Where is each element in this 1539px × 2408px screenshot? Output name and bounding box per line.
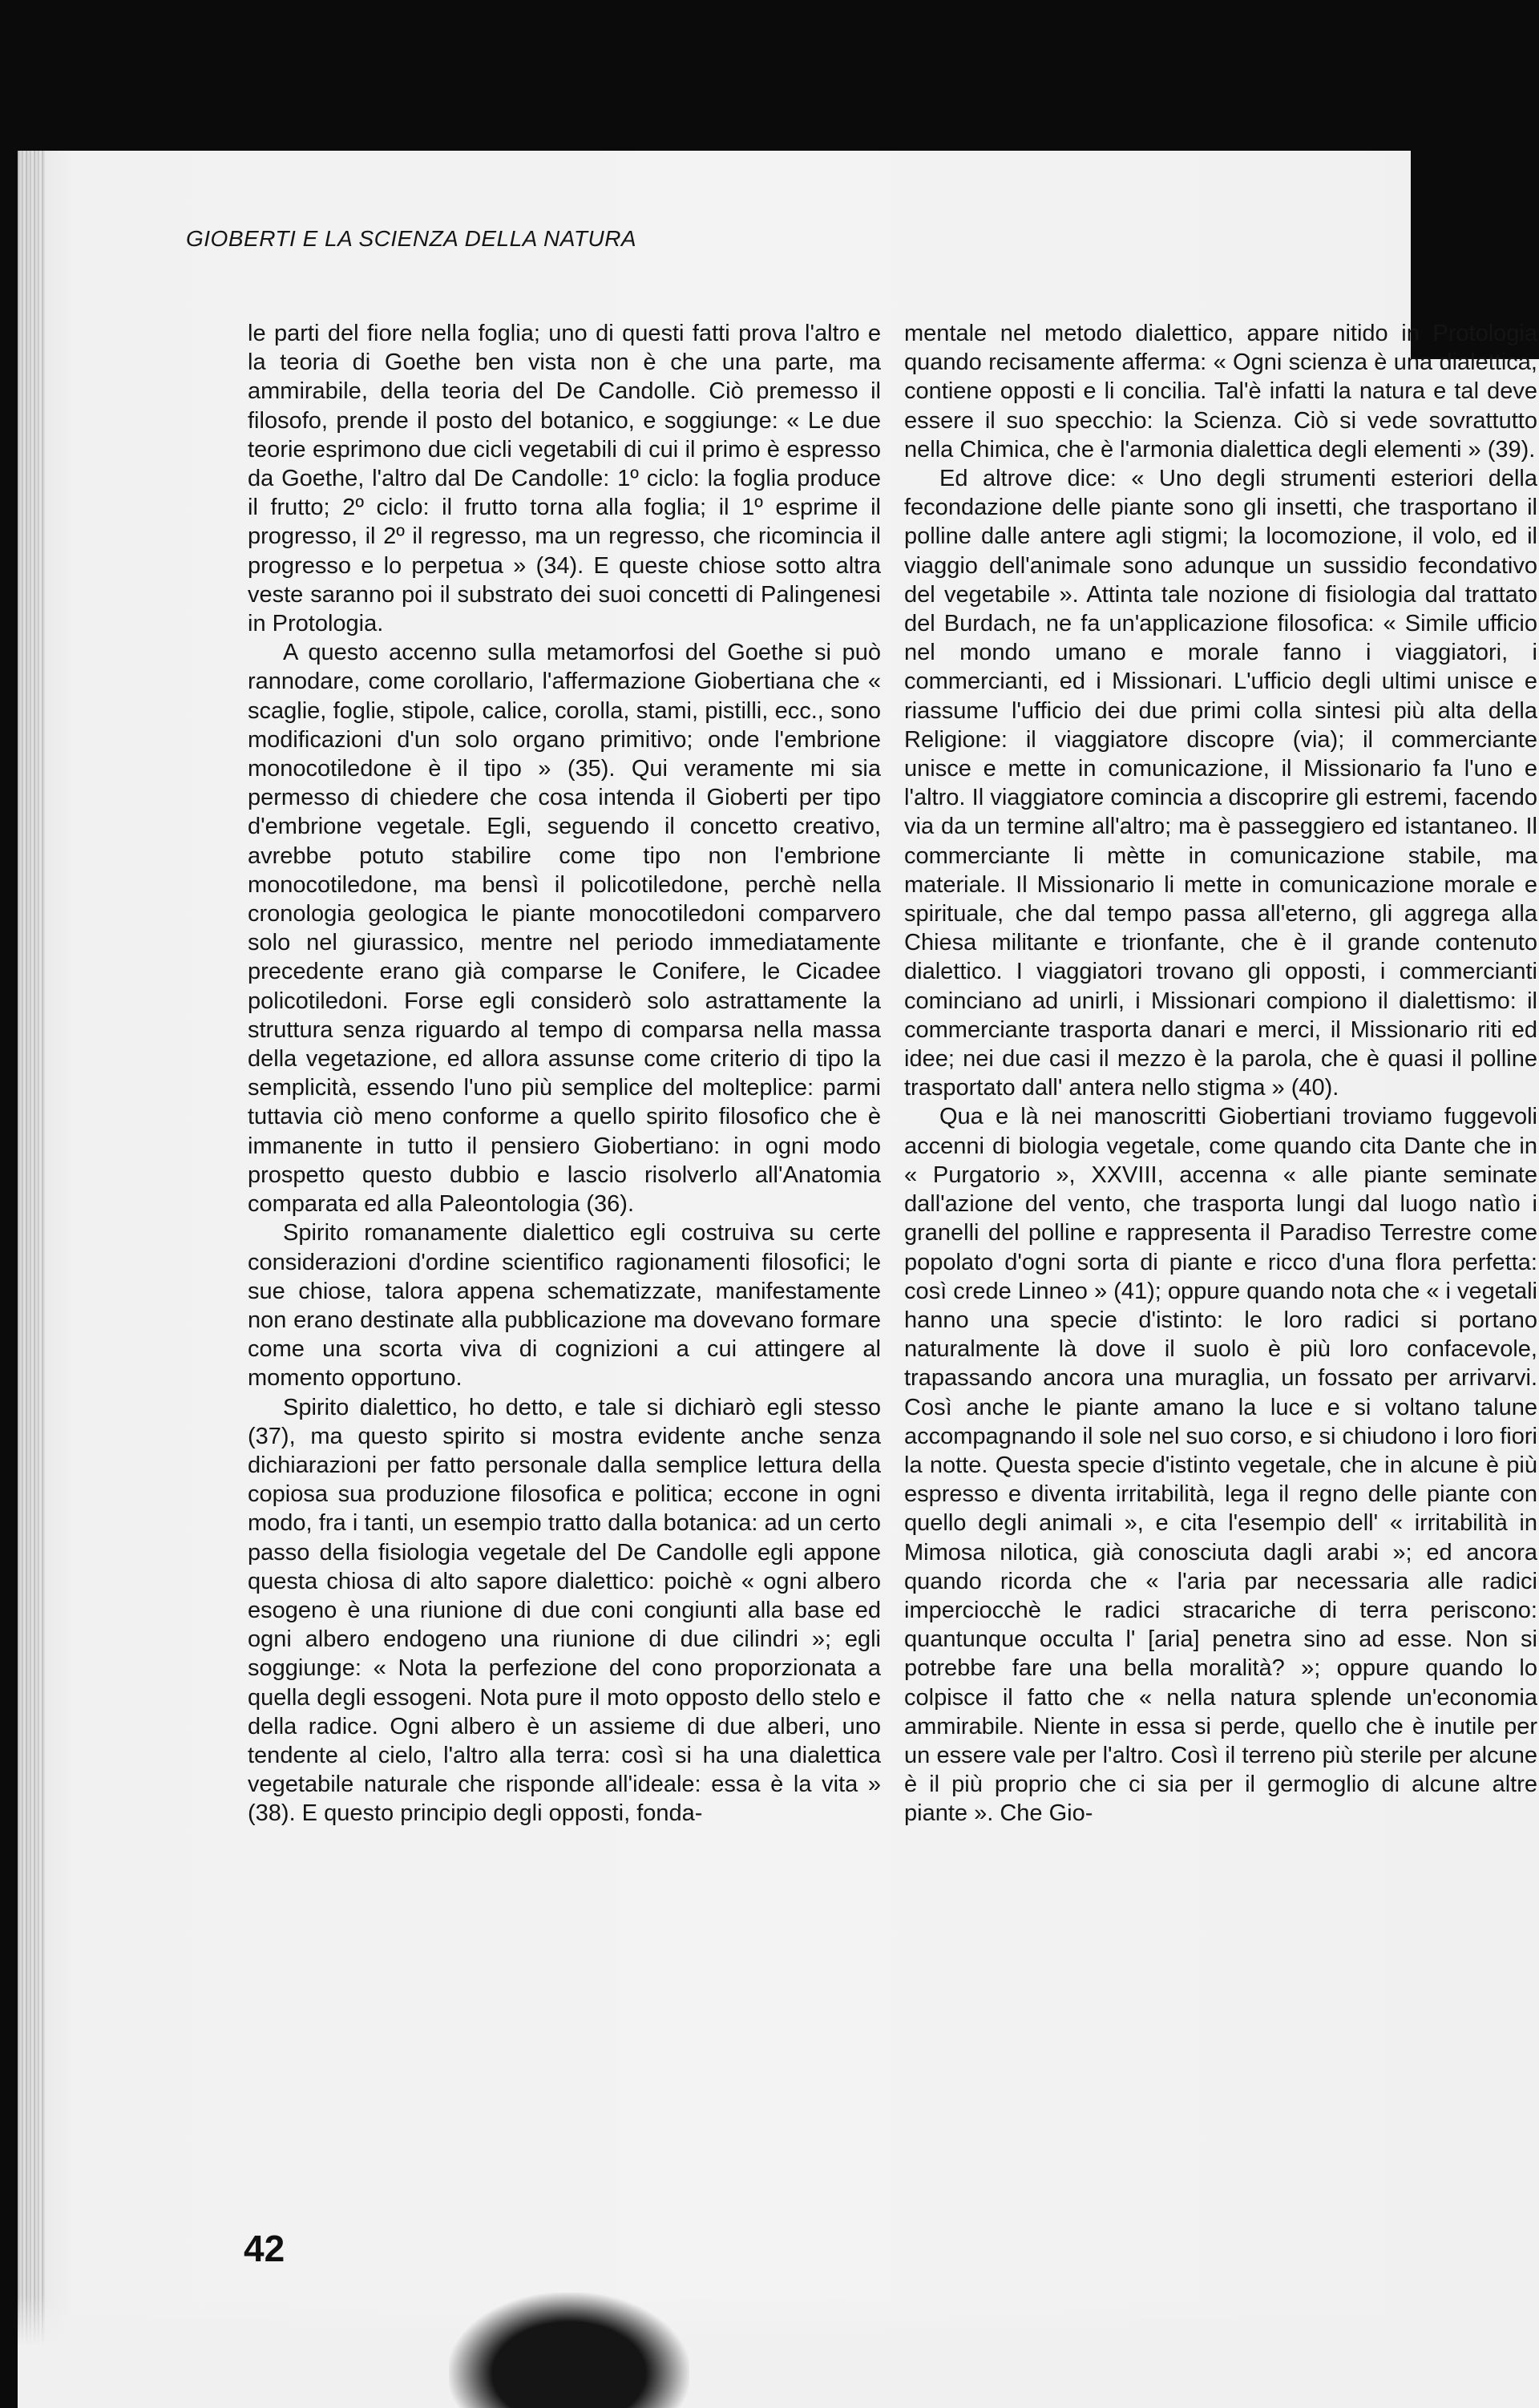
paragraph: Qua e là nei manoscritti Giobertiani troviamo fuggevoli accenni di biologia vegetale, come quando cita Dante che in « Purgatorio », XXVIII, accenna « alle piante seminate dall'azione del vento, che trasporta lungi dal luogo natìo i granelli del polline e rappresenta il Paradiso Terrestre come popolato d'ogni sorta di piante e ricco d'una flora perfetta: così crede Linneo » (41); oppure quando nota che « i vegetali hanno una specie d'istinto: le loro radici si portano naturalmente là dove il suolo è più loro confacevole, trapassando ancora una muraglia, un fossato per arrivarvi. Così anche le piante amano la luce e si voltano talune accompagnando il sole nel suo corso, e si chiudono i loro fiori la notte. Questa specie d'istinto vegetale, che in alcune è più espresso e diventa irritabilità, lega il regno delle piante con quello degli animali », e cita l'esempio dell' « irritabilità in Mimosa nilotica, già conosciuta dagli arabi »; ed ancora quando ricorda che « l'aria par necessaria alle radici imperciocchè le radici stracariche di terra periscono: quantunque occulta l' [aria] penetra sino ad esse. Non si potrebbe fare una bella moralità? »; oppure quando lo colpisce il fatto che « nella natura splende un'economia ammirabile. Niente in essa si perde, quello che è inutile per un essere vale per l'altro. Così il terreno più sterile per alcune è il più proprio che ci sia per il germoglio di alcune altre piante ». Che Gio- bbox=[904, 1104, 1537, 1827]
paragraph: le parti del fiore nella foglia; uno di questi fatti prova l'altro e la teoria di Goethe ben vista non è che una parte, ma ammirabile, della teoria del De Candolle. Ciò premesso il filosofo, prende il posto del botanico, e soggiunge: « Le due teorie esprimono due cicli vegetabili di cui il primo è espresso da Goethe, l'altro dal De Candolle: 1º ciclo: la foglia produce il frutto; 2º ciclo: il frutto torna alla foglia; il 1º esprime il progresso, il 2º il regresso, ma un regresso, che ricomincia il progresso e lo perpetua » (34). E queste chiose sotto altra veste saranno poi il substrato dei suoi concetti di Palingenesi in Protologia. bbox=[248, 321, 881, 637]
paragraph: Ed altrove dice: « Uno degli strumenti esteriori della fecondazione delle piante sono gli insetti, che trasportano il polline dalle antere agli stigmi; la locomozione, il volo, ed il viaggio dell'animale sono adunque un sussidio fecondativo del vegetabile ». Attinta tale nozione di fisiologia dal trattato del Burdach, ne fa un'applicazione filosofica: « Simile ufficio nel mondo umano e morale fanno i viaggiatori, i commercianti, ed i Missionari. L'ufficio degli ultimi unisce e riassume l'ufficio dei due primi colla sintesi più alta della Religione: il viaggiatore discopre (via); il commerciante unisce e mette in comunicazione, il Missionario fa l'uno e l'altro. Il viaggiatore comincia a discoprire gli estremi, facendo via da un termine all'altro; ma è passeggiero ed istantaneo. Il commerciante li mètte in comunicazione stabile, ma materiale. Il Missionario li mette in comunicazione morale e spirituale, che dal tempo passa all'eterno, gli aggrega alla Chiesa militante e trionfante, che è il grande contenuto dialettico. I viaggiatori trovano gli opposti, i commercianti cominciano ad unirli, i Missionari compiono il dialettismo: il commerciante trasporta danari e merci, il Missionario riti ed idee; nei due casi il mezzo è la parola, che è quasi il polline trasportato dall' antera nello stigma » (40). bbox=[904, 466, 1537, 1101]
running-title: GIOBERTI E LA SCIENZA DELLA NATURA bbox=[186, 226, 637, 251]
paragraph: mentale nel metodo dialettico, appare nitido in Protologia quando recisamente afferma: « Ogni scienza è una dialettica, contiene opposti e li concilia. Tal'è infatti la natura e tal deve essere il suo specchio: la Scienza. Ciò si vede sovrattutto nella Chimica, che è l'armonia dialettica degli elementi » (39). bbox=[904, 321, 1537, 463]
paragraph: Spirito romanamente dialettico egli costruiva su certe considerazioni d'ordine scientifico ragionamenti filosofici; le sue chiose, talora appena schematizzate, manifestamente non erano destinate alla pubblicazione ma dovevano formare come una scorta viva di cognizioni a cui attingere al momento opportuno. bbox=[248, 1220, 881, 1392]
book-spine bbox=[18, 151, 45, 2408]
paragraph: A questo accenno sulla metamorfosi del Goethe si può rannodare, come corollario, l'affermazione Giobertiana che « scaglie, foglie, stipole, calice, corolla, stami, pistilli, ecc., sono modificazioni d'un solo organo primitivo; onde l'embrione monocotiledone è il tipo » (35). Qui veramente mi sia permesso di chiedere che cosa intenda il Gioberti per tipo d'embrione vegetale. Egli, seguendo il concetto creativo, avrebbe potuto stabilire come tipo non l'embrione monocotiledone, ma bensì il policotiledone, perchè nella cronologia geologica le piante monocotiledoni comparvero solo nel giurassico, mentre nel periodo immediatamente precedente erano già comparse le Conifere, le Cicadee policotiledoni. Forse egli considerò solo astrattamente la struttura senza riguardo al tempo di comparsa nella massa della vegetazione, ed allora assunse come criterio di tipo la semplicità, essendo l'uno più semplice del molteplice: parmi tuttavia ciò meno conforme a quello spirito filosofico che è immanente in tutto il pensiero Giobertiano: in ogni modo prospetto questo dubbio e lascio risolverlo all'Anatomia comparata ed alla Paleontologia (36). bbox=[248, 640, 881, 1218]
page-number: 42 bbox=[244, 2228, 285, 2269]
left-column bbox=[248, 319, 881, 1828]
paragraph: Spirito dialettico, ho detto, e tale si dichiarò egli stesso (37), ma questo spirito si mostra evidente anche senza dichiarazioni per fatto personale dalla semplice lettura della copiosa sua produzione filosofica e politica; eccone in ogni modo, fra i tanti, un esempio tratto dalla botanica: ad un certo passo della fisiologia vegetale del De Candolle egli appone questa chiosa di alto sapore dialettico: poichè « ogni albero esogeno è una riunione di due coni congiunti alla base ed ogni albero endogeno una riunione di due cilindri »; egli soggiunge: « Nota la perfezione del cono proporzionata a quella degli essogeni. Nota pure il moto opposto dello stelo e della radice. Ogni albero è un assieme di due alberi, uno tendente al cielo, l'altro alla terra: così si ha una dialettica vegetabile naturale che risponde all'ideale: essa è la vita » (38). E questo principio degli opposti, fonda- bbox=[248, 1394, 881, 1827]
right-column bbox=[904, 319, 1537, 1828]
page-bottom bbox=[18, 2296, 1539, 2408]
scan-smudge bbox=[449, 2293, 689, 2408]
